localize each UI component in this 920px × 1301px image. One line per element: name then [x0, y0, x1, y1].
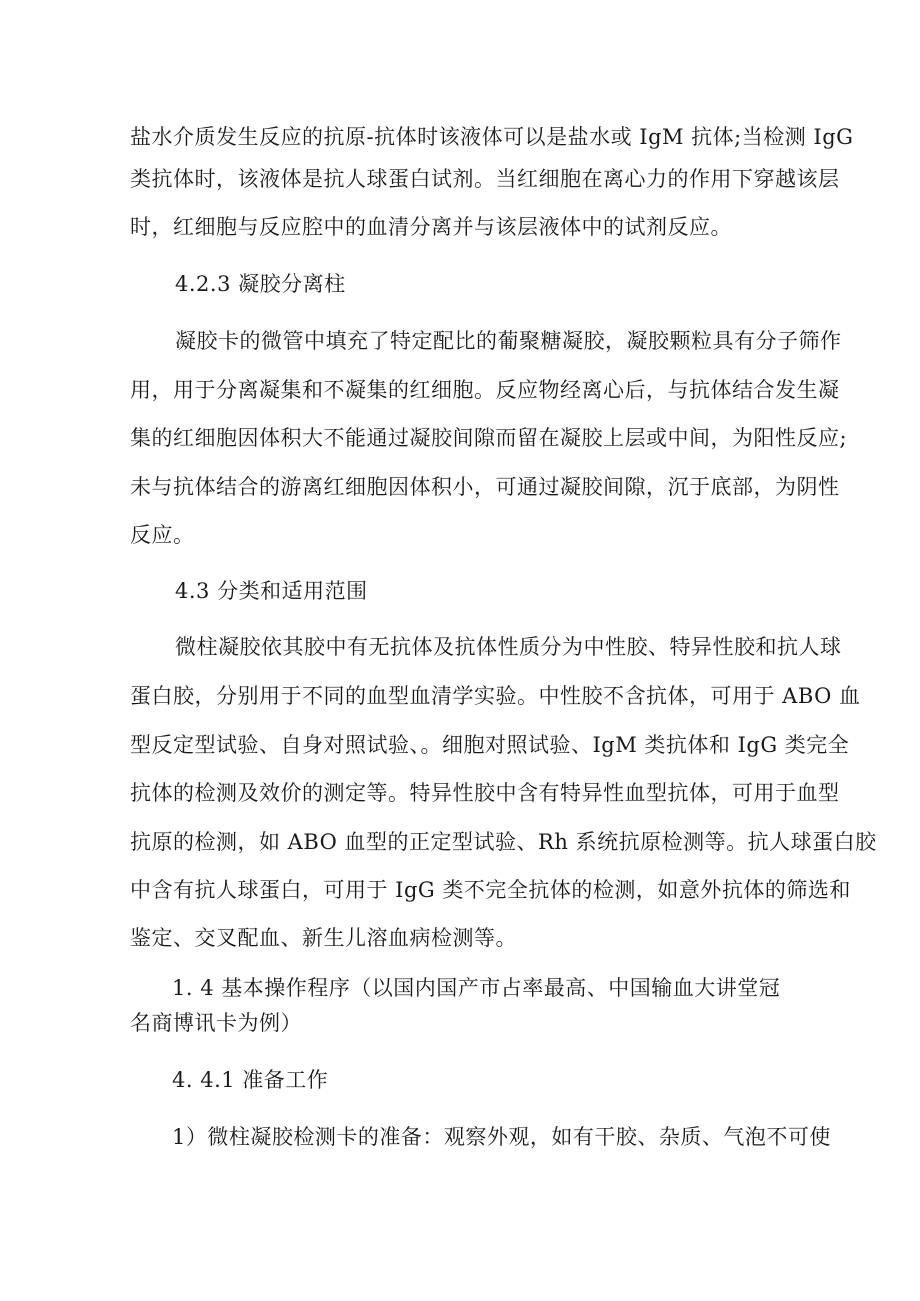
- body-text-line: 类抗体时，该液体是抗人球蛋白试剂。当红细胞在离心力的作用下穿越该层: [130, 167, 840, 191]
- body-text-line: 抗体的检测及效价的测定等。特异性胶中含有特异性血型抗体，可用于血型: [130, 781, 840, 805]
- section-heading-1-4-cont: 名商博讯卡为例）: [130, 1011, 302, 1035]
- body-text-line: 蛋白胶，分别用于不同的血型血清学实验。中性胶不含抗体，可用于 ABO 血: [130, 684, 861, 708]
- body-text-line: 时，红细胞与反应腔中的血清分离并与该层液体中的试剂反应。: [130, 215, 732, 239]
- body-text-line: 反应。: [130, 523, 195, 547]
- body-text-line: 型反定型试验、自身对照试验、。细胞对照试验、IgM 类抗体和 IgG 类完全: [130, 733, 850, 757]
- body-text-line: 用，用于分离凝集和不凝集的红细胞。反应物经离心后，与抗体结合发生凝: [130, 378, 840, 402]
- body-text-line: 鉴定、交叉配血、新生儿溶血病检测等。: [130, 926, 517, 950]
- body-text-line: 抗原的检测，如 ABO 血型的正定型试验、Rh 系统抗原检测等。抗人球蛋白胶: [130, 830, 877, 854]
- body-text-line: 微柱凝胶依其胶中有无抗体及抗体性质分为中性胶、特异性胶和抗人球: [175, 635, 842, 659]
- body-text-line: 盐水介质发生反应的抗原-抗体时该液体可以是盐水或 IgM 抗体;当检测 IgG: [130, 125, 854, 149]
- section-heading-4-4-1: 4. 4.1 准备工作: [172, 1068, 329, 1092]
- section-heading-1-4: 1. 4 基本操作程序（以国内国产市占率最高、中国输血大讲堂冠: [172, 976, 781, 1000]
- body-text-line: 1）微柱凝胶检测卡的准备：观察外观，如有干胶、杂质、气泡不可使: [172, 1125, 831, 1149]
- section-heading-4-2-3: 4.2.3 凝胶分离柱: [175, 272, 346, 296]
- body-text-line: 集的红细胞因体积大不能通过凝胶间隙而留在凝胶上层或中间，为阳性反应;: [130, 426, 848, 450]
- body-text-line: 未与抗体结合的游离红细胞因体积小，可通过凝胶间隙，沉于底部，为阴性: [130, 475, 840, 499]
- body-text-line: 凝胶卡的微管中填充了特定配比的葡聚糖凝胶，凝胶颗粒具有分子筛作: [175, 329, 842, 353]
- section-heading-4-3: 4.3 分类和适用范围: [175, 579, 368, 603]
- body-text-line: 中含有抗人球蛋白，可用于 IgG 类不完全抗体的检测，如意外抗体的筛选和: [130, 878, 851, 902]
